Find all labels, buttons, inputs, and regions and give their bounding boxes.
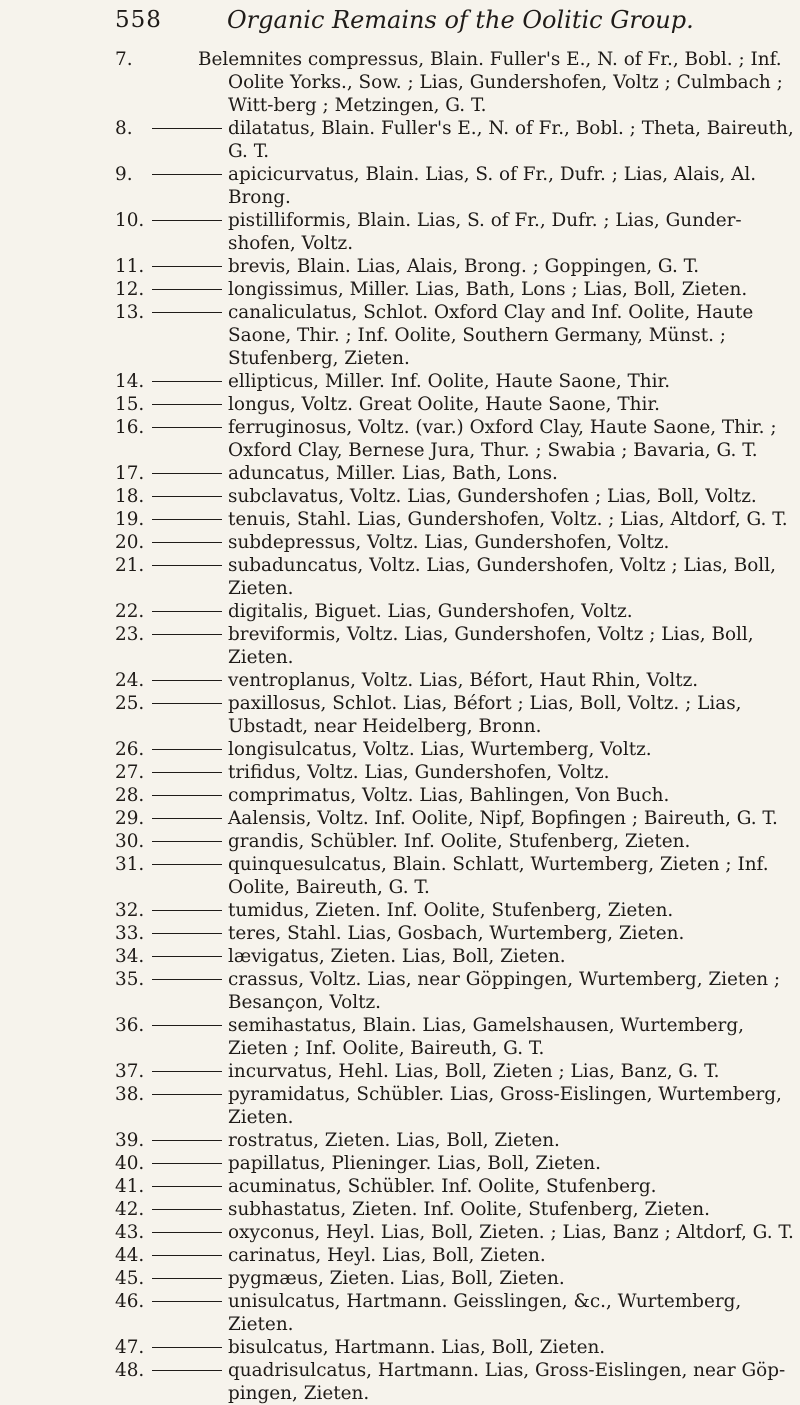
species-entry-text: ventroplanus, Voltz. Lias, Béfort, Haut Rhin, Voltz. bbox=[228, 670, 699, 691]
list-item bbox=[115, 508, 795, 531]
ditto-dash bbox=[152, 565, 222, 566]
entry-number: 22. bbox=[115, 601, 145, 622]
list-item bbox=[115, 255, 795, 278]
entry-number: 30. bbox=[115, 831, 145, 852]
species-entry-text: subaduncatus, Voltz. Lias, Gundershofen, Voltz ; Lias, Boll, Zieten. bbox=[228, 555, 776, 599]
species-entry-text: quinquesulcatus, Blain. Schlatt, Wurtemberg, Zieten ; Inf. Oolite, Baireuth, G. T. bbox=[228, 854, 769, 898]
species-entry-text: canaliculatus, Schlot. Oxford Clay and Inf. Oolite, Haute Saone, Thir. ; Inf. Oolite, Southern Germany, Münst. ; Stufenberg, Zieten. bbox=[228, 302, 754, 369]
ditto-dash bbox=[152, 611, 222, 612]
list-item bbox=[115, 945, 795, 968]
list-item bbox=[115, 163, 795, 209]
species-entry-text: ellipticus, Miller. Inf. Oolite, Haute Saone, Thir. bbox=[228, 371, 671, 392]
entry-number: 36. bbox=[115, 1015, 145, 1036]
ditto-dash bbox=[152, 1278, 222, 1279]
ditto-dash bbox=[152, 841, 222, 842]
list-item bbox=[115, 899, 795, 922]
list-item bbox=[115, 623, 795, 669]
list-item bbox=[115, 1359, 795, 1405]
species-entry-text: incurvatus, Hehl. Lias, Boll, Zieten ; Lias, Banz, G. T. bbox=[228, 1061, 720, 1082]
ditto-dash bbox=[152, 1025, 222, 1026]
list-item bbox=[115, 692, 795, 738]
entry-number: 45. bbox=[115, 1268, 145, 1289]
list-item bbox=[115, 1175, 795, 1198]
entry-number: 16. bbox=[115, 417, 145, 438]
species-entry-text: subclavatus, Voltz. Lias, Gundershofen ; Lias, Boll, Voltz. bbox=[228, 486, 757, 507]
species-entry-text: breviformis, Voltz. Lias, Gundershofen, Voltz ; Lias, Boll, Zieten. bbox=[228, 624, 754, 668]
ditto-dash bbox=[152, 1186, 222, 1187]
ditto-dash bbox=[152, 818, 222, 819]
species-entry-text: papillatus, Plieninger. Lias, Boll, Zieten. bbox=[228, 1153, 601, 1174]
ditto-dash bbox=[152, 404, 222, 405]
ditto-dash bbox=[152, 910, 222, 911]
ditto-dash bbox=[152, 381, 222, 382]
entry-number: 11. bbox=[115, 256, 145, 277]
page-header bbox=[115, 2, 775, 38]
entry-number: 25. bbox=[115, 693, 145, 714]
species-list bbox=[115, 48, 795, 1405]
list-item bbox=[115, 1336, 795, 1359]
ditto-dash bbox=[152, 933, 222, 934]
species-entry-text: quadrisulcatus, Hartmann. Lias, Gross-Eislingen, near Göp-pingen, Zieten. bbox=[228, 1360, 786, 1404]
list-item bbox=[115, 48, 795, 117]
species-entry-text: brevis, Blain. Lias, Alais, Brong. ; Goppingen, G. T. bbox=[228, 256, 700, 277]
running-title: Organic Remains of the Oolitic Group. bbox=[227, 6, 694, 34]
species-entry-text: grandis, Schübler. Inf. Oolite, Stufenberg, Zieten. bbox=[228, 831, 691, 852]
species-entry-text: pistilliformis, Blain. Lias, S. of Fr., Dufr. ; Lias, Gunder-shofen, Voltz. bbox=[228, 210, 742, 254]
entry-number: 39. bbox=[115, 1130, 145, 1151]
entry-number: 31. bbox=[115, 854, 145, 875]
species-entry-text: subhastatus, Zieten. Inf. Oolite, Stufenberg, Zieten. bbox=[228, 1199, 710, 1220]
ditto-dash bbox=[152, 1347, 222, 1348]
list-item bbox=[115, 1083, 795, 1129]
ditto-dash bbox=[152, 519, 222, 520]
ditto-dash bbox=[152, 1232, 222, 1233]
entry-number: 23. bbox=[115, 624, 145, 645]
list-item bbox=[115, 370, 795, 393]
ditto-dash bbox=[152, 542, 222, 543]
list-item bbox=[115, 1267, 795, 1290]
entry-number: 34. bbox=[115, 946, 145, 967]
entry-number: 27. bbox=[115, 762, 145, 783]
entry-number: 44. bbox=[115, 1245, 145, 1266]
entry-number: 13. bbox=[115, 302, 145, 323]
species-entry-text: pygmæus, Zieten. Lias, Boll, Zieten. bbox=[228, 1268, 565, 1289]
entry-number: 21. bbox=[115, 555, 145, 576]
list-item bbox=[115, 600, 795, 623]
species-entry-text: longisulcatus, Voltz. Lias, Wurtemberg, Voltz. bbox=[228, 739, 652, 760]
ditto-dash bbox=[152, 749, 222, 750]
entry-number: 9. bbox=[115, 164, 133, 185]
list-item bbox=[115, 117, 795, 163]
ditto-dash bbox=[152, 979, 222, 980]
entry-number: 18. bbox=[115, 486, 145, 507]
list-item bbox=[115, 462, 795, 485]
list-item bbox=[115, 922, 795, 945]
species-entry-text: tenuis, Stahl. Lias, Gundershofen, Voltz. ; Lias, Altdorf, G. T. bbox=[228, 509, 788, 530]
ditto-dash bbox=[152, 772, 222, 773]
species-entry-text: semihastatus, Blain. Lias, Gamelshausen, Wurtemberg, Zieten ; Inf. Oolite, Baireuth, G. T. bbox=[228, 1015, 744, 1059]
ditto-dash bbox=[152, 1094, 222, 1095]
entry-number: 26. bbox=[115, 739, 145, 760]
species-entry-text: dilatatus, Blain. Fuller's E., N. of Fr., Bobl. ; Theta, Baireuth, G. T. bbox=[228, 118, 794, 162]
ditto-dash bbox=[152, 1209, 222, 1210]
species-entry-text: trifidus, Voltz. Lias, Gundershofen, Voltz. bbox=[228, 762, 610, 783]
list-item bbox=[115, 1129, 795, 1152]
ditto-dash bbox=[152, 1163, 222, 1164]
entry-number: 43. bbox=[115, 1222, 145, 1243]
list-item bbox=[115, 1198, 795, 1221]
entry-number: 8. bbox=[115, 118, 133, 139]
ditto-dash bbox=[152, 795, 222, 796]
entry-number: 42. bbox=[115, 1199, 145, 1220]
entry-number: 40. bbox=[115, 1153, 145, 1174]
entry-number: 35. bbox=[115, 969, 145, 990]
list-item bbox=[115, 278, 795, 301]
species-entry-text: subdepressus, Voltz. Lias, Gundershofen, Voltz. bbox=[228, 532, 670, 553]
ditto-dash bbox=[152, 1370, 222, 1371]
ditto-dash bbox=[152, 703, 222, 704]
species-entry-text: longus, Voltz. Great Oolite, Haute Saone, Thir. bbox=[228, 394, 660, 415]
species-entry-text: bisulcatus, Hartmann. Lias, Boll, Zieten. bbox=[228, 1337, 606, 1358]
entry-number: 15. bbox=[115, 394, 145, 415]
list-item bbox=[115, 393, 795, 416]
entry-number: 41. bbox=[115, 1176, 145, 1197]
entry-number: 37. bbox=[115, 1061, 145, 1082]
entry-number: 12. bbox=[115, 279, 145, 300]
entry-number: 29. bbox=[115, 808, 145, 829]
species-entry-text: longissimus, Miller. Lias, Bath, Lons ; Lias, Boll, Zieten. bbox=[228, 279, 748, 300]
page-number: 558 bbox=[115, 7, 162, 33]
ditto-dash bbox=[152, 266, 222, 267]
ditto-dash bbox=[152, 289, 222, 290]
entry-number: 7. bbox=[115, 49, 133, 70]
list-item bbox=[115, 1290, 795, 1336]
species-entry-text: crassus, Voltz. Lias, near Göppingen, Wurtemberg, Zieten ; Besançon, Voltz. bbox=[228, 969, 781, 1013]
entry-number: 46. bbox=[115, 1291, 145, 1312]
list-item bbox=[115, 738, 795, 761]
entry-number: 24. bbox=[115, 670, 145, 691]
ditto-dash bbox=[152, 1301, 222, 1302]
ditto-dash bbox=[152, 496, 222, 497]
entry-number: 48. bbox=[115, 1360, 145, 1381]
ditto-dash bbox=[152, 174, 222, 175]
list-item bbox=[115, 301, 795, 370]
entry-number: 33. bbox=[115, 923, 145, 944]
list-item bbox=[115, 209, 795, 255]
species-entry-text: ferruginosus, Voltz. (var.) Oxford Clay, Haute Saone, Thir. ; Oxford Clay, Bernese Jura, Thur. ; Swabia ; Bavaria, G. T. bbox=[228, 417, 777, 461]
ditto-dash bbox=[152, 427, 222, 428]
entry-number: 17. bbox=[115, 463, 145, 484]
entry-number: 14. bbox=[115, 371, 145, 392]
species-entry-text: lævigatus, Zieten. Lias, Boll, Zieten. bbox=[228, 946, 566, 967]
ditto-dash bbox=[152, 634, 222, 635]
ditto-dash bbox=[152, 128, 222, 129]
species-entry-text: comprimatus, Voltz. Lias, Bahlingen, Von Buch. bbox=[228, 785, 670, 806]
list-item bbox=[115, 1221, 795, 1244]
ditto-dash bbox=[152, 473, 222, 474]
species-entry-text: oxyconus, Heyl. Lias, Boll, Zieten. ; Lias, Banz ; Altdorf, G. T. bbox=[228, 1222, 794, 1243]
ditto-dash bbox=[152, 220, 222, 221]
species-entry-text: digitalis, Biguet. Lias, Gundershofen, Voltz. bbox=[228, 601, 633, 622]
list-item bbox=[115, 1014, 795, 1060]
species-entry-text: acuminatus, Schübler. Inf. Oolite, Stufenberg. bbox=[228, 1176, 657, 1197]
species-entry-text: unisulcatus, Hartmann. Geisslingen, &c., Wurtemberg, Zieten. bbox=[228, 1291, 742, 1335]
ditto-dash bbox=[152, 864, 222, 865]
entry-number: 20. bbox=[115, 532, 145, 553]
list-item bbox=[115, 784, 795, 807]
species-entry-text: Aalensis, Voltz. Inf. Oolite, Nipf, Bopfingen ; Baireuth, G. T. bbox=[228, 808, 778, 829]
species-entry-text: teres, Stahl. Lias, Gosbach, Wurtemberg, Zieten. bbox=[228, 923, 685, 944]
list-item bbox=[115, 416, 795, 462]
ditto-dash bbox=[152, 680, 222, 681]
species-entry-text: pyramidatus, Schübler. Lias, Gross-Eislingen, Wurtemberg, Zieten. bbox=[228, 1084, 782, 1128]
species-entry-text: apicicurvatus, Blain. Lias, S. of Fr., Dufr. ; Lias, Alais, Al. Brong. bbox=[228, 164, 757, 208]
list-item bbox=[115, 853, 795, 899]
entry-number: 32. bbox=[115, 900, 145, 921]
ditto-dash bbox=[152, 312, 222, 313]
list-item bbox=[115, 830, 795, 853]
entry-number: 10. bbox=[115, 210, 145, 231]
list-item bbox=[115, 531, 795, 554]
species-entry-text: aduncatus, Miller. Lias, Bath, Lons. bbox=[228, 463, 558, 484]
list-item bbox=[115, 807, 795, 830]
list-item bbox=[115, 1244, 795, 1267]
list-item bbox=[115, 761, 795, 784]
list-item bbox=[115, 968, 795, 1014]
entry-number: 47. bbox=[115, 1337, 145, 1358]
entry-number: 28. bbox=[115, 785, 145, 806]
ditto-dash bbox=[152, 1071, 222, 1072]
ditto-dash bbox=[152, 1255, 222, 1256]
list-item bbox=[115, 669, 795, 692]
species-entry-text: rostratus, Zieten. Lias, Boll, Zieten. bbox=[228, 1130, 560, 1151]
list-item bbox=[115, 485, 795, 508]
species-entry-text: tumidus, Zieten. Inf. Oolite, Stufenberg, Zieten. bbox=[228, 900, 674, 921]
ditto-dash bbox=[152, 956, 222, 957]
species-entry-text: Belemnites compressus, Blain. Fuller's E., N. of Fr., Bobl. ; Inf. Oolite Yorks., Sow. ; Lias, Gundershofen, Voltz ; Culmbach ; Witt-berg ; Metzingen, G. T. bbox=[198, 49, 783, 116]
ditto-dash bbox=[152, 1140, 222, 1141]
entry-number: 38. bbox=[115, 1084, 145, 1105]
list-item bbox=[115, 1152, 795, 1175]
entry-number: 19. bbox=[115, 509, 145, 530]
species-entry-text: paxillosus, Schlot. Lias, Béfort ; Lias, Boll, Voltz. ; Lias, Ubstadt, near Heidelberg, Bronn. bbox=[228, 693, 742, 737]
list-item bbox=[115, 1060, 795, 1083]
species-entry-text: carinatus, Heyl. Lias, Boll, Zieten. bbox=[228, 1245, 546, 1266]
list-item bbox=[115, 554, 795, 600]
